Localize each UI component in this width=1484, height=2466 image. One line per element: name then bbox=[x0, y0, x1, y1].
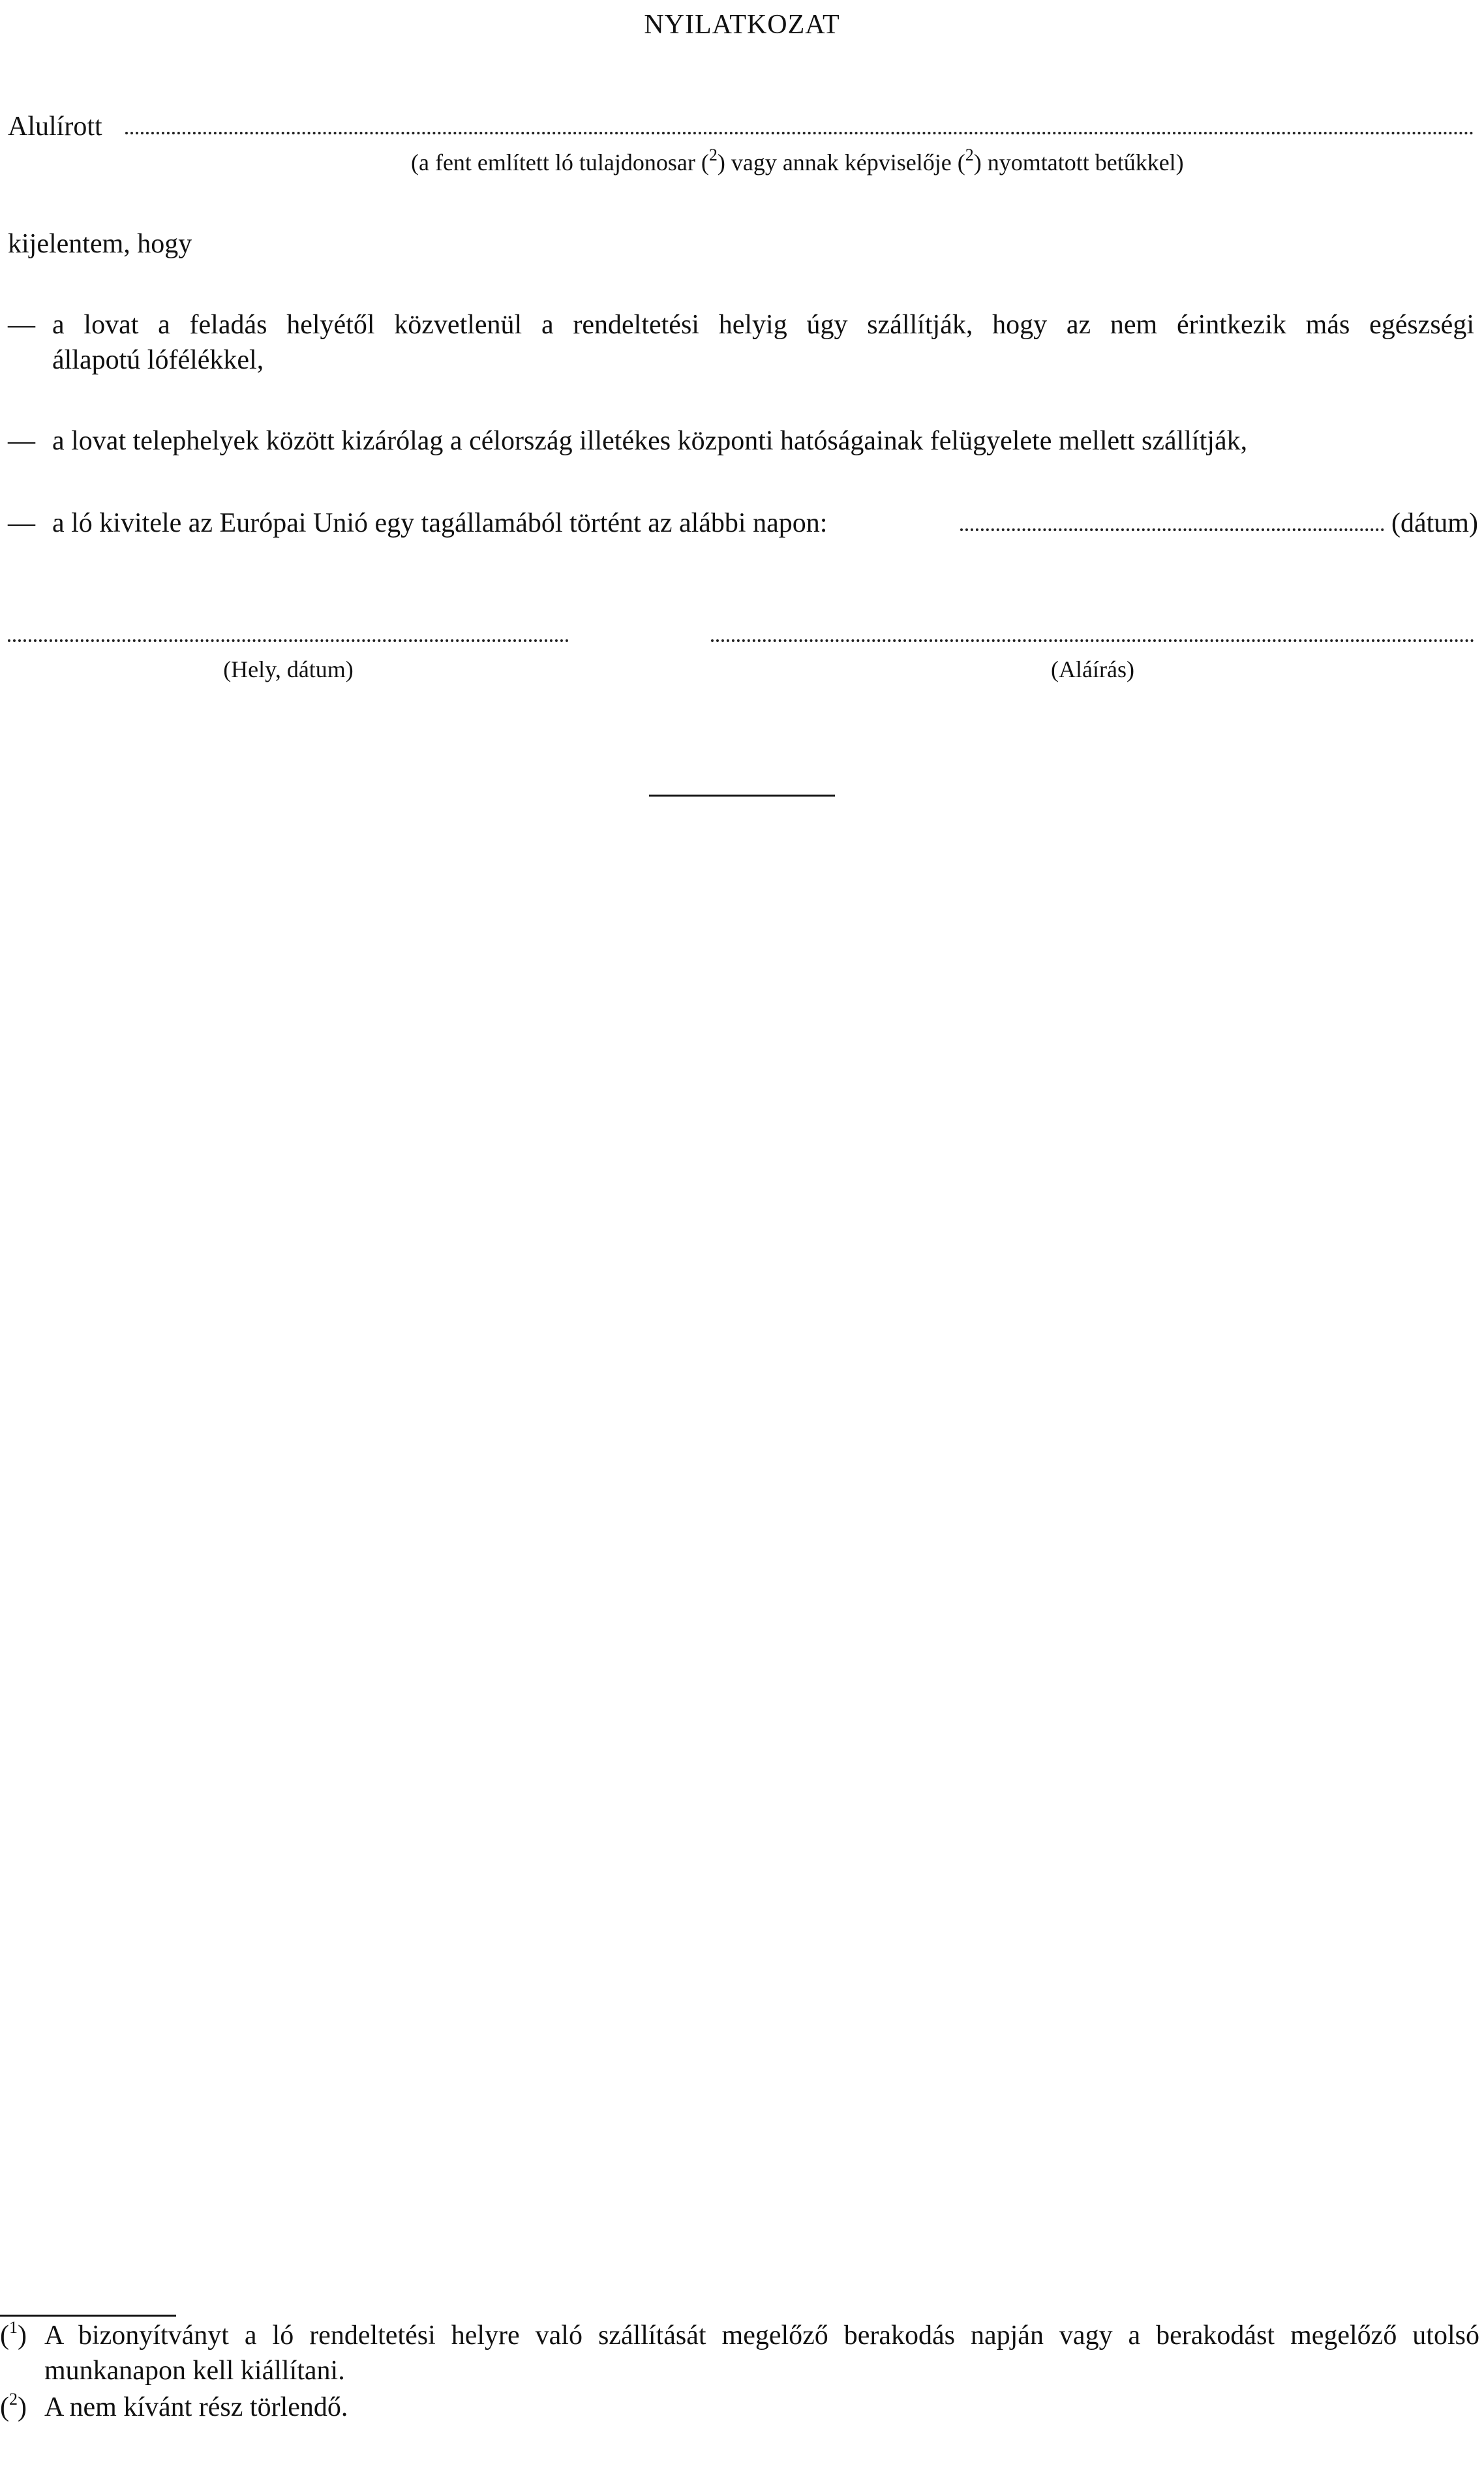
item-2-dash: — bbox=[8, 426, 35, 456]
footnote-ref: 2 bbox=[708, 145, 718, 164]
footnote-1-line2: munkanapon kell kiállítani. bbox=[44, 2356, 345, 2386]
item-1-dash: — bbox=[8, 310, 35, 340]
footnote-2-text: A nem kívánt rész törlendő. bbox=[44, 2392, 348, 2422]
signature-caption: (Aláírás) bbox=[1051, 656, 1134, 682]
item-3-date-suffix: (dátum) bbox=[1391, 508, 1478, 538]
item-3-dash: — bbox=[8, 508, 35, 538]
undersigned-name-field[interactable] bbox=[125, 132, 1474, 134]
item-1-text-line2: állapotú lófélékkel, bbox=[52, 345, 264, 375]
document-title: NYILATKOZAT bbox=[644, 10, 840, 40]
undersigned-caption: (a fent említett ló tulajdonosar ($^2$) vagy annak képviselője ($^2$) nyomtatott betűkkel) bbox=[411, 145, 1184, 175]
footnote-divider bbox=[0, 2315, 176, 2317]
item-2-text: a lovat telephelyek között kizárólag a célország illetékes központi hatóságainak felügyelete mellett szállítják, bbox=[52, 426, 1248, 456]
signature-field[interactable] bbox=[711, 639, 1474, 642]
footnote-ref: 2 bbox=[965, 145, 974, 164]
place-date-caption: (Hely, dátum) bbox=[223, 656, 354, 682]
item-3-text: a ló kivitele az Európai Unió egy tagállamából történt az alábbi napon: bbox=[52, 508, 828, 538]
item-1-text-line1: a lovat a feladás helyétől közvetlenül a rendeltetési helyig úgy szállítják, hogy az nem érintkezik más egészségi bbox=[52, 310, 1474, 340]
section-divider bbox=[649, 795, 835, 797]
export-date-field[interactable] bbox=[960, 528, 1384, 531]
undersigned-label: Alulírott bbox=[8, 112, 102, 142]
footnote-1-line1: A bizonyítványt a ló rendeltetési helyre való szállítását megelőző berakodás napján vagy a berakodást megelőző utolsó bbox=[44, 2321, 1479, 2351]
declaration-intro: kijelentem, hogy bbox=[8, 229, 192, 259]
footnote-2-marker: ($^2$) bbox=[0, 2390, 27, 2422]
footnote-1-marker: ($^1$) bbox=[0, 2318, 27, 2351]
place-date-field[interactable] bbox=[8, 639, 569, 642]
